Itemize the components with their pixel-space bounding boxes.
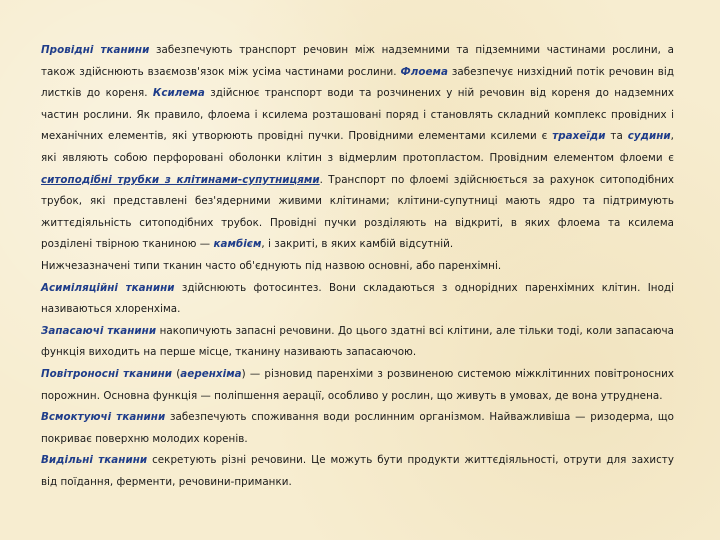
term-xylem: Ксилема bbox=[152, 87, 205, 100]
paragraph-aerenchyma bbox=[41, 364, 674, 407]
paragraph-text: . Транспорт по флоемі здійснюється за рахунок ситоподібних трубок, які представлені без'ядерними живими клітинами; клітини-супутниці мають ядро та підтримують життєдіяльність ситоподібних трубок. Провідні пучки розділяють на відкриті, в яких флоема та ксилема розділені твірною тканиною — bbox=[41, 173, 674, 251]
paragraph-conducting-tissues bbox=[41, 40, 674, 256]
paragraph-text: Нижчезазначені типи тканин часто об'єднують під назвою основні, або паренхімні. bbox=[41, 259, 502, 272]
paragraph-text: , які являють собою перфоровані оболонки клітин з відмерлим протопластом. Провідним елементом флоеми є bbox=[41, 130, 674, 164]
term-phloem: Флоема bbox=[400, 65, 448, 78]
paragraph-text: забезпечує низхідний потік речовин від листків до кореня. bbox=[41, 65, 675, 100]
paragraph-text: секретують різні речовини. Це можуть бути продукти життєдіяльності, отрути для захисту від поїдання, ферменти, речовини-приманки. bbox=[41, 454, 674, 488]
paragraph-text: накопичують запасні речовини. До цього здатні всі клітини, але тільки тоді, коли запасаюча функція виходить на перше місце, тканину називають запасаючою. bbox=[41, 324, 674, 359]
paragraph-storage-tissues bbox=[41, 321, 674, 364]
term-cambium: камбієм bbox=[213, 238, 262, 251]
term-secretory-tissues: Видільні тканини bbox=[41, 454, 148, 467]
term-vessels: судини bbox=[627, 130, 671, 143]
paragraph-text: забезпечують транспорт речовин між надземними та підземними частинами рослини, а також здійснюють взаємозв'язок між усіма частинами рослини. bbox=[41, 44, 675, 78]
paragraph-text: здійснюють фотосинтез. Вони складаються з однорідних паренхімних клітин. Іноді називаються хлоренхіма. bbox=[41, 281, 674, 316]
paragraph-ground-tissues bbox=[41, 256, 674, 278]
term-air-tissues: Повітроносні тканини bbox=[41, 367, 173, 380]
term-absorbing-tissues: Всмоктуючі тканини bbox=[41, 411, 166, 424]
term-sieve-tubes: ситоподібні трубки з клітинами-супутницями bbox=[41, 173, 320, 186]
paragraph-text: та bbox=[605, 130, 628, 143]
term-storage-tissues: Запасаючі тканини bbox=[41, 324, 157, 337]
term-aerenchyma: аеренхіма bbox=[180, 367, 242, 380]
paragraph-text: забезпечують споживання води рослинним організмом. Найважливіша — ризодерма, що покриває поверхню молодих коренів. bbox=[41, 411, 674, 445]
term-assimilation-tissues: Асиміляційні тканини bbox=[41, 281, 175, 294]
paragraph-text: здійснює транспорт води та розчинених у ній речовин від кореня до надземних частин рослини. Як правило, флоема і ксилема розташовані поряд і становлять складний комплекс провідних і механічних елементів, які утворюють провідні пучки. Провідними елементами ксилеми є bbox=[41, 87, 674, 143]
paragraph-absorbing-tissues bbox=[41, 407, 674, 450]
document-body bbox=[41, 40, 674, 493]
paragraph-secretory-tissues bbox=[41, 450, 674, 493]
term-conducting-tissues: Провідні тканини bbox=[41, 44, 150, 56]
paragraph-assimilation-tissues bbox=[41, 278, 674, 321]
paragraph-text: ( bbox=[172, 367, 181, 380]
term-tracheids: трахеїди bbox=[552, 130, 606, 143]
paragraph-text: ) — різновид паренхіми з розвиненою системою міжклітинних повітроносних порожнин. Основна функція — поліпшення аерації, особливо у рослин, що живуть в умовах, де вона утруднена. bbox=[41, 367, 675, 402]
paragraph-text: , і закриті, в яких камбій відсутній. bbox=[261, 238, 454, 251]
